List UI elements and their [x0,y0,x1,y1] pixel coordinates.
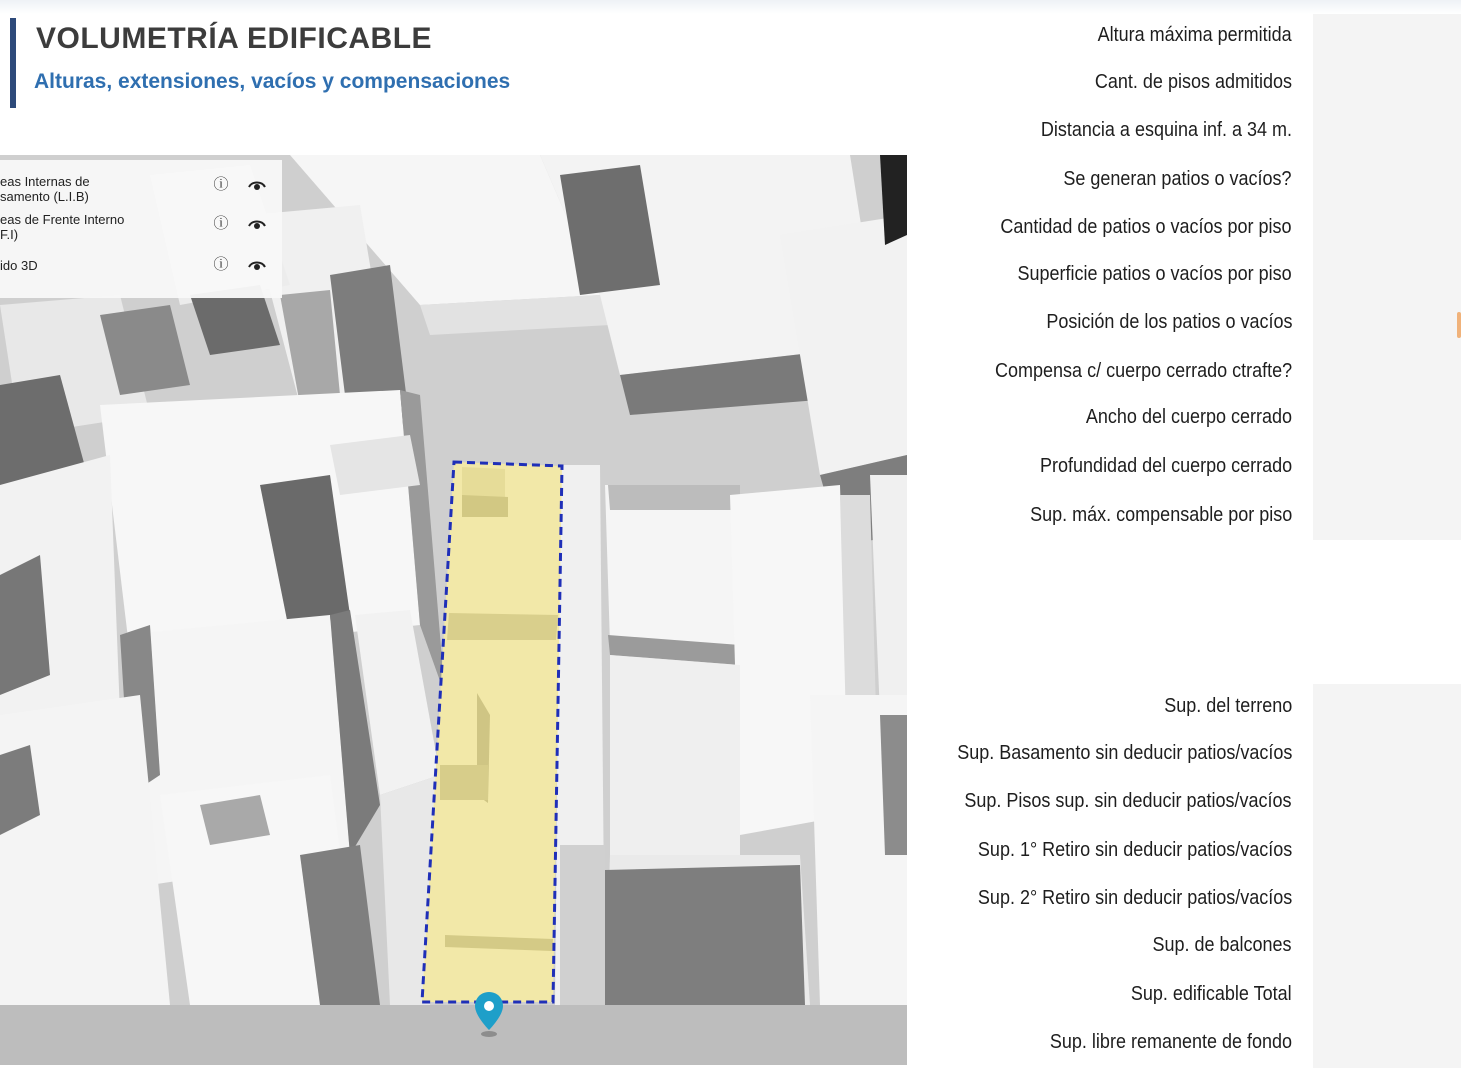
label-sup-basamento: Sup. Basamento sin deducir patios/vacíos [956,742,1292,764]
page-subtitle: Alturas, extensiones, vacíos y compensaciones [34,70,511,93]
layer-label-line: F.I) [0,227,19,242]
label-cant-pisos: Cant. de pisos admitidos [1094,71,1292,93]
label-sup-libre: Sup. libre remanente de fondo [1049,1031,1292,1053]
eye-icon[interactable] [248,256,266,274]
orange-indicator [1457,312,1461,338]
info-icon[interactable]: ⓘ [213,215,229,232]
label-sup-pisos: Sup. Pisos sup. sin deducir patios/vacíos [964,790,1292,812]
layer-label-line: samento (L.I.B) [0,189,89,204]
label-posicion-patios: Posición de los patios o vacíos [1045,311,1292,333]
layer-label-line: ido 3D [0,258,38,273]
layer-label-line: eas de Frente Interno [0,212,125,227]
label-altura-maxima: Altura máxima permitida [1097,24,1292,46]
section2-values-panel [1313,684,1461,1068]
page-title: VOLUMETRÍA EDIFICABLE [36,22,433,55]
layer-label [0,212,170,242]
label-compensa: Compensa c/ cuerpo cerrado ctrafte? [994,360,1292,382]
section1-values-panel [1313,14,1461,540]
info-icon[interactable]: ⓘ [213,176,229,193]
label-sup-terreno: Sup. del terreno [1163,695,1292,717]
label-distancia-esquina: Distancia a esquina inf. a 34 m. [1040,119,1292,141]
layer-label-line: eas Internas de [0,174,90,189]
label-cantidad-patios: Cantidad de patios o vacíos por piso [1000,216,1292,238]
label-ancho-cuerpo: Ancho del cuerpo cerrado [1085,406,1292,428]
label-profundidad-cuerpo: Profundidad del cuerpo cerrado [1039,455,1292,477]
layer-label [0,174,170,204]
label-patios-vacios: Se generan patios o vacíos? [1063,168,1292,190]
label-sup-max-compensable: Sup. máx. compensable por piso [1029,504,1292,526]
title-accent-bar [10,18,16,108]
top-strip [0,0,1461,14]
layer-label [0,258,170,273]
eye-icon[interactable] [248,215,266,233]
location-pin-icon[interactable] [472,990,506,1038]
eye-icon[interactable] [248,176,266,194]
label-sup-balcones: Sup. de balcones [1152,934,1292,956]
layer-control-panel [0,160,282,298]
label-sup-retiro2: Sup. 2° Retiro sin deducir patios/vacíos [977,887,1292,909]
info-icon[interactable]: ⓘ [213,256,229,273]
label-superficie-patios: Superficie patios o vacíos por piso [1017,263,1292,285]
label-sup-edificable: Sup. edificable Total [1131,983,1292,1005]
label-sup-retiro1: Sup. 1° Retiro sin deducir patios/vacíos [977,839,1292,861]
